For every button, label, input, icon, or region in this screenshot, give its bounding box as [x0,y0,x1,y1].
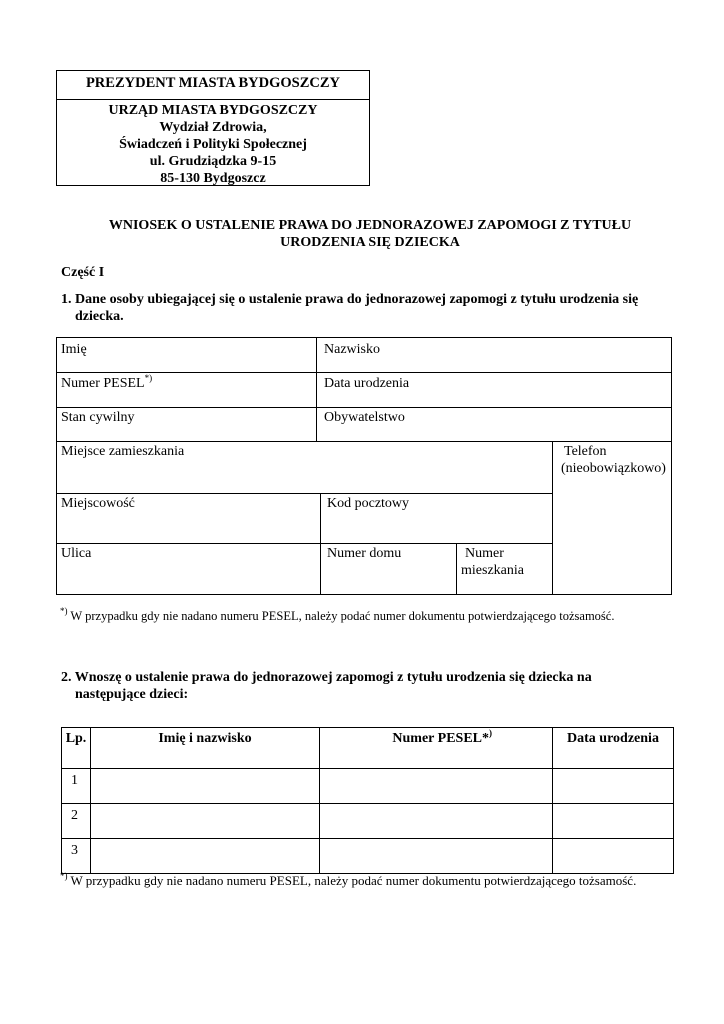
department-name-cont: Świadczeń i Polityki Społecznej [119,137,307,152]
form-title-line2: URODZENIA SIĘ DZIECKA [280,234,460,250]
row-2-birth-date-cell[interactable] [553,804,674,839]
pesel-label: Numer PESEL [61,376,145,391]
children-table-header [62,728,674,769]
postal-address: 85-130 Bydgoszcz [160,171,266,186]
phone-field[interactable] [561,443,666,477]
part-label: Część I [61,265,105,280]
pesel-footnote-mark: *) [144,373,153,383]
footnote-2 [60,873,636,889]
footnote-1 [60,606,615,624]
office-name: URZĄD MIASTA BYDGOSZCZY [108,103,318,118]
children-table [61,727,674,874]
table-row [62,839,674,874]
footnote-1-mark: *) [60,606,68,616]
pesel-field[interactable] [61,375,152,392]
apartment-label-line2: mieszkania [461,563,524,578]
marital-status-field[interactable]: Stan cywilny [61,410,135,425]
section-2-heading [61,669,592,703]
department-name: Wydział Zdrowia, [159,120,267,135]
last-name-field[interactable]: Nazwisko [324,342,380,357]
row-1-lp: 1 [62,769,91,804]
street-field[interactable]: Ulica [61,546,92,561]
phone-label: Telefon [564,444,607,459]
residence-label: Miejsce zamieszkania [61,444,185,459]
house-number-field[interactable]: Numer domu [327,546,402,561]
city-field[interactable]: Miejscowość [61,496,135,511]
form-title [60,218,680,251]
applicant-data-table [56,337,672,595]
citizenship-field[interactable]: Obywatelstwo [324,410,405,425]
office-address [57,100,369,187]
footnote-2-text: W przypadku gdy nie nadano numeru PESEL, należy podać numer dokumentu potwierdzającego tożsamość. [70,873,637,888]
street-address: ul. Grudziądzka 9-15 [149,154,277,169]
header-name: Imię i nazwisko [91,728,320,769]
phone-optional-note: (nieobowiązkowo) [561,461,666,476]
apartment-number-field[interactable] [461,545,524,579]
form-title-line1: WNIOSEK O USTALENIE PRAWA DO JEDNORAZOWEJ ZAPOMOGI Z TYTUŁU [108,218,632,233]
office-header-box [56,70,370,186]
footnote-2-mark: *) [60,871,68,881]
row-3-lp: 3 [62,839,91,874]
row-1-pesel-cell[interactable] [320,769,553,804]
row-3-pesel-cell[interactable] [320,839,553,874]
section-1-line1: 1. Dane osoby ubiegającej się o ustalenie prawa do jednorazowej zapomogi z tytułu urodzenia się [61,292,639,307]
header-birth-date: Data urodzenia [553,728,674,769]
footnote-1-text: W przypadku gdy nie nadano numeru PESEL, należy podać numer dokumentu potwierdzającego tożsamość. [70,609,615,623]
section-1-line2: dziecka. [75,309,124,324]
table-row [62,769,674,804]
section-1-heading [61,291,638,325]
header-pesel-mark: ) [489,728,492,738]
section-2-line2: następujące dzieci: [75,687,189,702]
row-1-birth-date-cell[interactable] [553,769,674,804]
row-1-name-cell[interactable] [91,769,320,804]
apartment-label-line1: Numer [465,546,504,561]
birth-date-field[interactable]: Data urodzenia [324,376,410,391]
header-pesel [320,728,553,769]
mayor-title: PREZYDENT MIASTA BYDGOSZCZY [57,71,369,100]
table-row [62,804,674,839]
header-lp: Lp. [62,728,91,769]
row-2-pesel-cell[interactable] [320,804,553,839]
row-3-birth-date-cell[interactable] [553,839,674,874]
header-pesel-label: Numer PESEL* [392,731,489,746]
row-3-name-cell[interactable] [91,839,320,874]
first-name-field[interactable]: Imię [61,342,87,357]
postal-code-field[interactable]: Kod pocztowy [327,496,410,511]
section-2-line1: 2. Wnoszę o ustalenie prawa do jednorazowej zapomogi z tytułu urodzenia się dziecka na [61,670,592,685]
row-2-name-cell[interactable] [91,804,320,839]
row-2-lp: 2 [62,804,91,839]
